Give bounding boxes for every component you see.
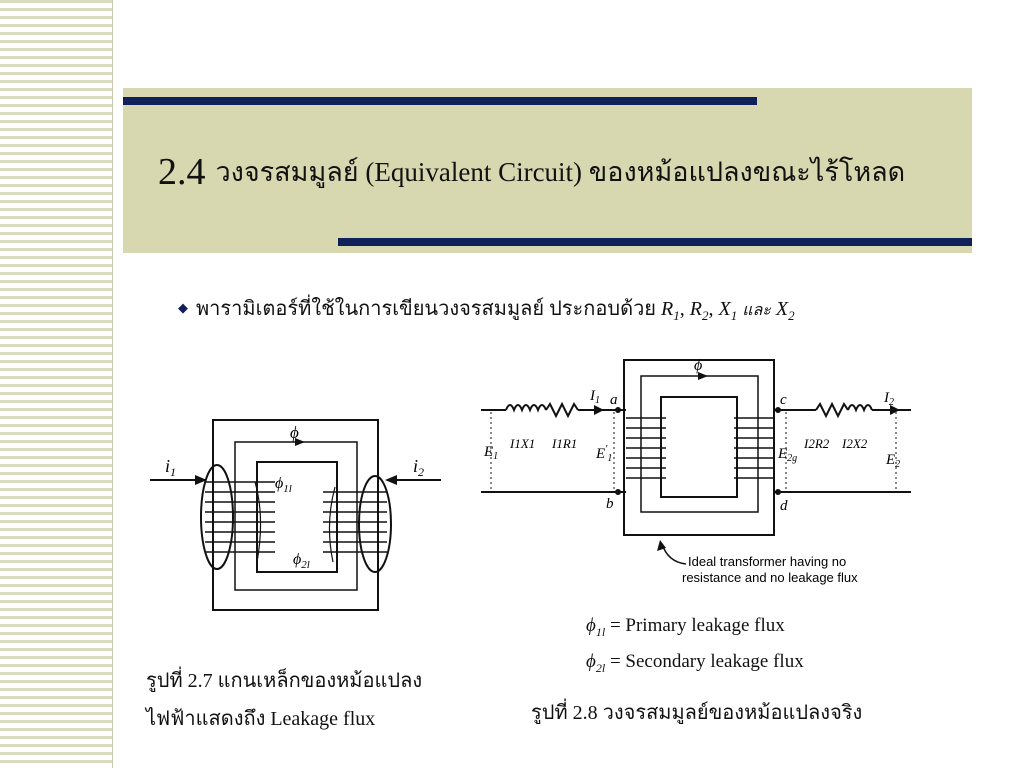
phi-label-2: ϕ [694,357,703,374]
stripes-edge [112,0,113,768]
figure-2-8-caption: รูปที่ 2.8 วงจรสมมูลย์ของหม้อแปลงจริง [531,702,863,724]
param-x1: $X_1$ [718,298,738,323]
ideal-note-line2: resistance and no leakage flux [682,570,858,585]
slide-title [158,150,905,194]
primary-inductor [506,405,546,410]
I1X1-label: I1X1 [510,436,536,451]
I2R2-label: I2R2 [804,436,830,451]
I2-label: $I_2$ [884,390,894,408]
secondary-leakage-loop [359,476,391,572]
ideal-secondary-winding [734,418,774,478]
E2g-label: $E_{2g}$ [778,446,798,464]
i1-label: $i_1$ [165,456,177,479]
primary-resistor [546,404,578,416]
decorative-stripes [0,0,112,768]
ideal-core-window [661,397,737,497]
figure-2-7-caption-line1: รูปที่ 2.7 แกนเหล็กของหม้อแปลง [146,670,423,692]
primary-leakage-loop [201,465,233,569]
figure-2-8-equivalent-circuit [476,352,916,597]
figure-2-7-core-diagram [145,412,445,632]
I1R1-label: I1R1 [552,436,578,451]
phi-label: ϕ [290,423,299,442]
title-text: วงจรสมมูลย์ (Equivalent Circuit) ของหม้อแปลงขณะไร้โหลด [215,157,906,187]
param-x2: $X_2$ [775,298,795,323]
figure-2-7-caption-line2: ไฟฟ้าแสดงถึง Leakage flux [146,708,376,730]
phi1l-label: $\phi_{1l}$ [275,475,292,495]
phi2l-label: $\phi_{2l}$ [293,551,310,571]
primary-winding [205,482,275,552]
bullet-item: ◆ พารามิเตอร์ที่ใช้ในการเขียนวงจรสมมูลย์ ประกอบด้วย $R_1$, $R_2$, $X_1$ และ $X_2$ [178,298,795,323]
node-d: d [780,498,788,514]
param-r2: $R_2$ [689,298,709,323]
title-bar-top [123,97,757,105]
legend-primary-leakage: $\phi_{1l}$ = Primary leakage flux [586,615,785,639]
node-a: a [610,392,618,408]
section-number: 2.4 [158,151,206,193]
node-b: b [606,496,614,512]
E1-prime-label: $E'_1$ [596,444,613,464]
ideal-note-line1: Ideal transformer having no [688,554,847,569]
note-leader [662,544,686,564]
legend-secondary-leakage: $\phi_{2l}$ = Secondary leakage flux [586,650,804,675]
figure-2-7-caption [146,662,422,738]
i2-label: $i_2$ [413,456,425,479]
param-r1: $R_1$ [661,298,680,323]
node-c: c [780,392,787,408]
legend [586,611,804,683]
E2-label: $E_2$ [886,452,901,470]
secondary-resistor [816,404,848,416]
I2X2-label: I2X2 [842,436,868,451]
bullet-text: พารามิเตอร์ที่ใช้ในการเขียนวงจรสมมูลย์ ประกอบด้วย [196,298,657,320]
E1-label: $E_1$ [484,444,499,462]
diamond-bullet-icon: ◆ [178,300,188,315]
secondary-inductor [848,405,872,410]
and-word: และ [742,302,771,319]
title-bar-bottom [338,238,972,246]
core-outer [213,420,378,610]
I1-label: $I_1$ [590,388,600,406]
